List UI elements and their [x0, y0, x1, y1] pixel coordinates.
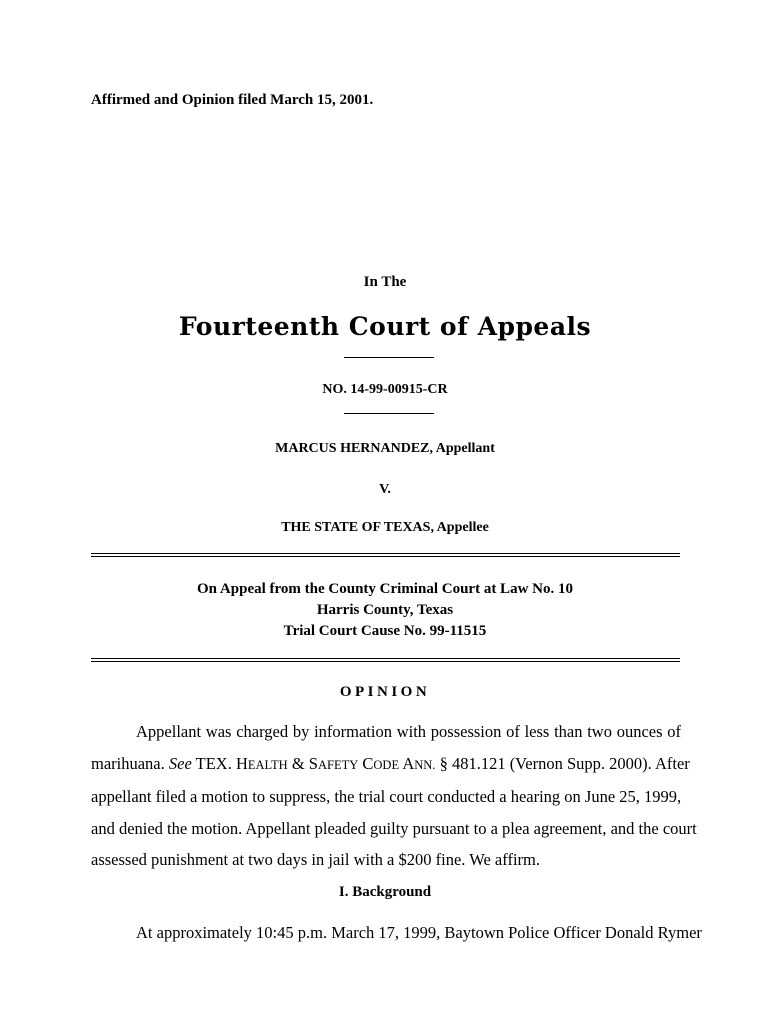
case-number: NO. 14-99-00915-CR	[322, 382, 448, 397]
opinion-heading: OPINION	[339, 684, 431, 700]
citation-safety: SAFETY	[308, 753, 359, 773]
citation-section: § 481.121 (Vernon Supp. 2000). After	[439, 753, 690, 773]
appeal-origin-line: On Appeal from the County Criminal Court at Law No. 10	[197, 581, 573, 597]
trial-cause-number: Trial Court Cause No. 99-11515	[283, 623, 487, 639]
appellant-name: MARCUS HERNANDEZ, Appellant	[275, 441, 495, 456]
citation-ann: ANN.	[402, 753, 436, 773]
filed-date-line: Affirmed and Opinion filed March 15, 2001.	[91, 92, 374, 108]
in-the-label: In The	[363, 274, 407, 290]
paragraph-1-line-1: Appellant was charged by information with possession of less than two ounces of	[136, 722, 681, 741]
opinion-paragraph-2	[91, 917, 702, 949]
citation-code: CODE	[362, 753, 400, 773]
citation-health: HEALTH	[235, 753, 288, 773]
appellee-name: THE STATE OF TEXAS, Appellee	[281, 520, 489, 535]
paragraph-2-line-1: At approximately 10:45 p.m. March 17, 1999, Baytown Police Officer Donald Rymer	[136, 923, 702, 942]
paragraph-1-line-4: and denied the motion. Appellant pleaded guilty pursuant to a plea agreement, and the court	[91, 818, 697, 838]
paragraph-1-line-5: assessed punishment at two days in jail with a $200 fine. We affirm.	[91, 850, 540, 869]
double-rule-bottom	[91, 658, 680, 662]
double-rule-top	[91, 553, 680, 557]
section-heading-background: I. Background	[338, 884, 432, 900]
versus-label: V.	[379, 482, 391, 497]
short-rule-bottom	[344, 413, 434, 414]
citation-ampersand: &	[291, 753, 305, 773]
court-name-heading: Fourteenth Court of Appeals	[178, 312, 592, 341]
short-rule-top	[344, 357, 434, 358]
paragraph-1-text: marihuana.	[91, 753, 165, 773]
appeal-county-line: Harris County, Texas	[316, 602, 454, 618]
citation-tex: TEX.	[195, 753, 232, 773]
paragraph-1-line-3: appellant filed a motion to suppress, the trial court conducted a hearing on June 25, 1999,	[91, 787, 682, 806]
opinion-paragraph-1	[91, 716, 697, 876]
see-signal: See	[168, 753, 192, 773]
paragraph-1-line-2	[91, 748, 690, 782]
